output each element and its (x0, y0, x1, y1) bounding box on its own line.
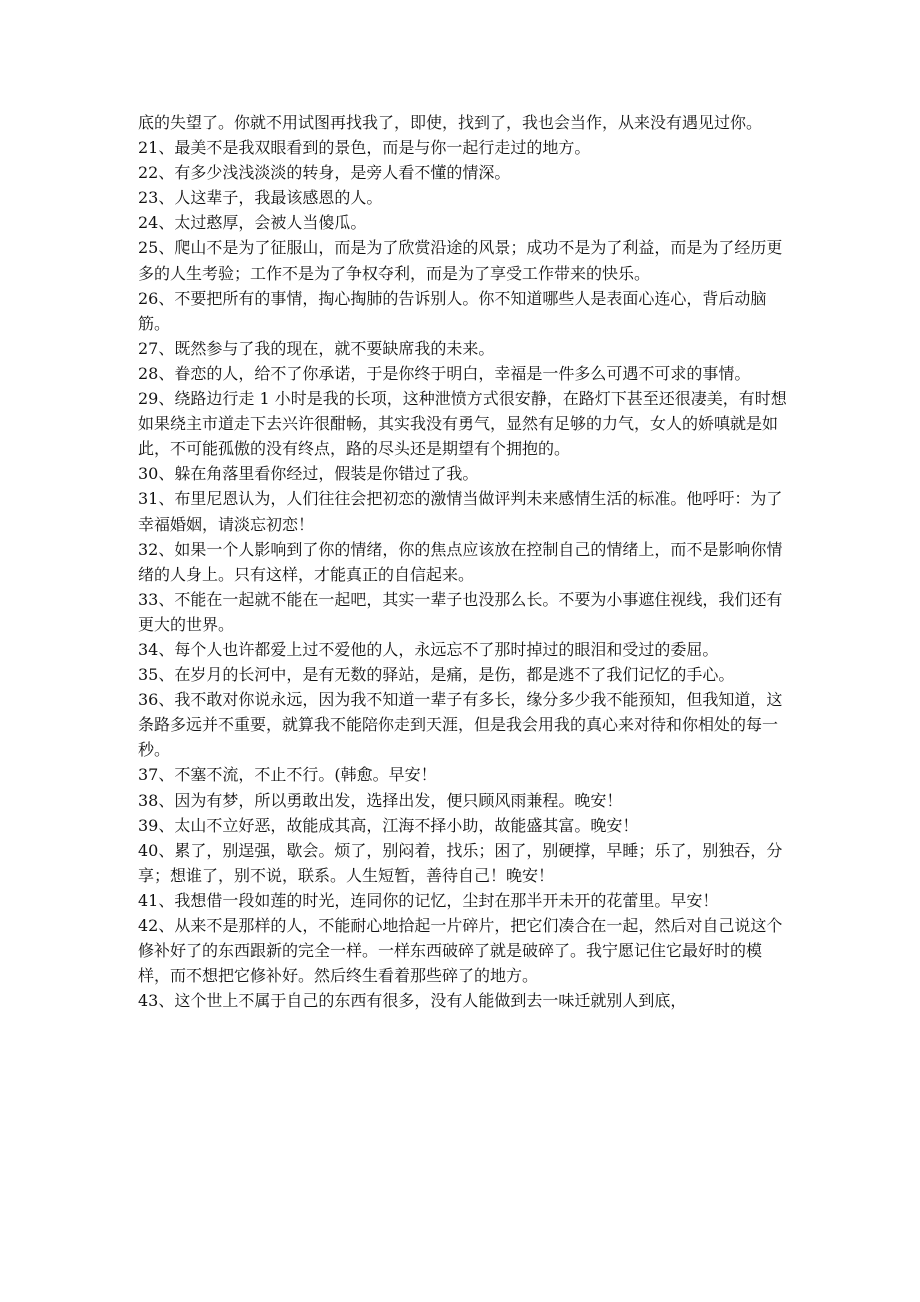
paragraph: 32、如果一个人影响到了你的情绪，你的焦点应该放在控制自己的情绪上，而不是影响你情绪的人身上。只有这样，才能真正的自信起来。 (138, 539, 783, 584)
paragraph: 24、太过憨厚，会被人当傻瓜。 (138, 213, 367, 233)
paragraph: 底的失望了。你就不用试图再找我了，即使，找到了，我也会当作，从来没有遇见过你。 (138, 113, 763, 132)
paragraph: 36、我不敢对你说永远，因为我不知道一辈子有多长，缘分多少我不能预知，但我知道，这条路多远并不重要，就算我不能陪你走到天涯，但是我会用我的真心来对待和你相处的每一秒。 (138, 690, 783, 760)
paragraph: 27、既然参与了我的现在，就不要缺席我的未来。 (138, 338, 495, 358)
paragraph: 23、人这辈子，我最该感恩的人。 (138, 188, 383, 208)
paragraph: 31、布里尼恩认为，人们往往会把初恋的激情当做评判未来感情生活的标准。他呼吁：为了幸福婚姻，请淡忘初恋！ (138, 489, 783, 534)
paragraph: 30、躲在角落里看你经过，假装是你错过了我。 (138, 464, 479, 484)
paragraph: 42、从来不是那样的人，不能耐心地拾起一片碎片，把它们凑合在一起，然后对自己说这个修补好了的东西跟新的完全一样。一样东西破碎了就是破碎了。我宁愿记住它最好时的模样，而不想把它修补好。然后终生看着那些碎了的地方。 (138, 916, 783, 986)
paragraph: 43、这个世上不属于自己的东西有很多，没有人能做到去一味迁就别人到底， (138, 991, 687, 1011)
paragraph: 28、眷恋的人，给不了你承诺，于是你终于明白，幸福是一件多么可遇不可求的事情。 (138, 363, 751, 383)
paragraph: 21、最美不是我双眼看到的景色，而是与你一起行走过的地方。 (138, 138, 591, 158)
paragraph: 35、在岁月的长河中，是有无数的驿站，是痛，是伤，都是逃不了我们记忆的手心。 (138, 665, 735, 685)
paragraph: 26、不要把所有的事情，掏心掏肺的告诉别人。你不知道哪些人是表面心连心，背后动脑筋。 (138, 288, 767, 333)
paragraph: 38、因为有梦，所以勇敢出发，选择出发，便只顾风雨兼程。晚安！ (138, 790, 623, 810)
paragraph: 37、不塞不流，不止不行。(韩愈。早安！ (138, 765, 437, 785)
paragraph: 25、爬山不是为了征服山，而是为了欣赏沿途的风景；成功不是为了利益，而是为了经历更多的人生考验；工作不是为了争权夺利，而是为了享受工作带来的快乐。 (138, 238, 783, 283)
paragraph: 33、不能在一起就不能在一起吧，其实一辈子也没那么长。不要为小事遮住视线，我们还有更大的世界。 (138, 589, 783, 634)
paragraph: 29、绕路边行走 1 小时是我的长项，这种泄愤方式很安静，在路灯下甚至还很凄美，有时想如果绕主市道走下去兴许很酣畅，其实我没有勇气，显然有足够的力气，女人的娇嗔就是如此，不可能孤傲的没有终点，路的尽头还是期望有个拥抱的。 (138, 389, 787, 459)
paragraph: 22、有多少浅浅淡淡的转身，是旁人看不懂的情深。 (138, 163, 511, 183)
document-body (138, 110, 788, 1013)
paragraph: 41、我想借一段如莲的时光，连同你的记忆，尘封在那半开未开的花蕾里。早安！ (138, 890, 719, 910)
paragraph: 39、太山不立好恶，故能成其高，江海不择小助，故能盛其富。晚安！ (138, 815, 639, 835)
paragraph: 40、累了，别逞强，歇会。烦了，别闷着，找乐；困了，别硬撑，早睡；乐了，别独吞，分享；想谁了，别不说，联系。人生短暂，善待自己！晚安！ (138, 840, 783, 885)
paragraph: 34、每个人也许都爱上过不爱他的人，永远忘不了那时掉过的眼泪和受过的委屈。 (138, 639, 719, 659)
